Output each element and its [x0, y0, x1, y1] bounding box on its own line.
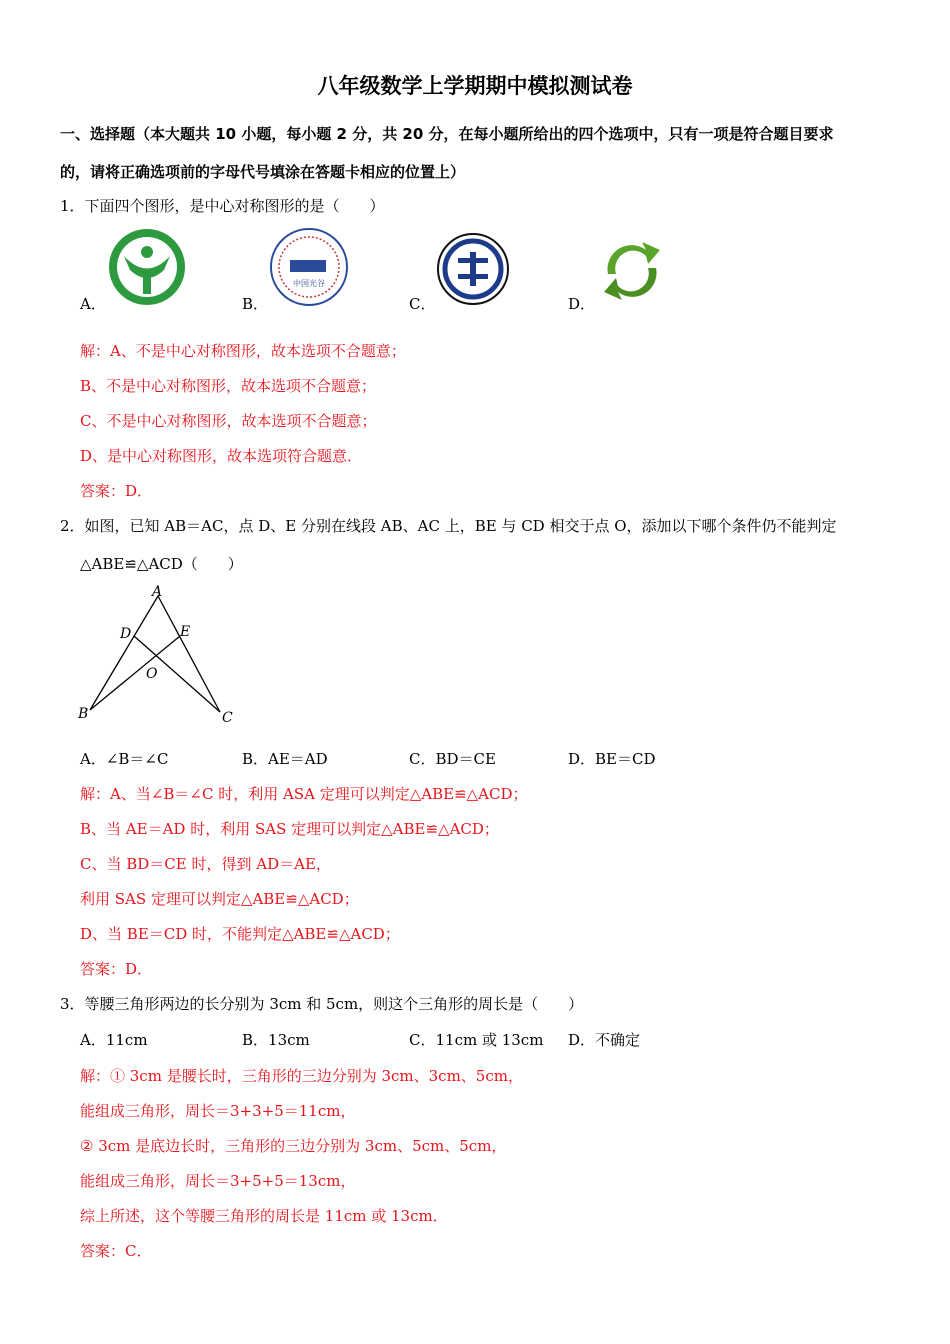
q2-solution-line: 解：A、当∠B＝∠C 时，利用 ASA 定理可以判定△ABE≌△ACD；	[80, 785, 528, 803]
q2-solution-line: 利用 SAS 定理可以判定△ABE≌△ACD；	[80, 890, 359, 908]
q1-stem: 1．下面四个图形，是中心对称图形的是（ ）	[60, 197, 385, 215]
q1-option-b: B．	[242, 295, 269, 313]
q2-option-d: D．BE＝CD	[568, 750, 656, 768]
q3-option-a: A．11cm	[80, 1031, 148, 1049]
q2-solution-line: D、当 BE＝CD 时，不能判定△ABE≌△ACD；	[80, 925, 400, 943]
q1-option-a-logo	[106, 226, 188, 308]
q1-solution-line: D、是中心对称图形，故本选项符合题意．	[80, 447, 363, 465]
q1-option-a: A．	[80, 295, 106, 313]
q2-solution-line: B、当 AE＝AD 时，利用 SAS 定理可以判定△ABE≌△ACD；	[80, 820, 499, 838]
q1-answer: 答案：D．	[80, 482, 153, 500]
q2-option-c: C．BD＝CE	[409, 750, 496, 768]
page-title: 八年级数学上学期期中模拟测试卷	[317, 74, 633, 98]
q2-option-a: A．∠B＝∠C	[80, 750, 169, 768]
q2-label-d: D	[120, 626, 132, 642]
q1-option-d: D．	[568, 295, 596, 313]
q1-option-b-logo	[268, 226, 350, 308]
q3-solution-line: 综上所述，这个等腰三角形的周长是 11cm 或 13cm．	[80, 1207, 448, 1225]
q2-label-a: A	[152, 584, 163, 600]
q1-option-d-logo	[596, 236, 668, 306]
q3-option-d: D．不确定	[568, 1031, 641, 1049]
q2-label-e: E	[180, 624, 191, 640]
q1-option-c: C．	[409, 295, 436, 313]
q2-answer: 答案：D．	[80, 960, 153, 978]
section-heading-line2: 的，请将正确选项前的字母代号填涂在答题卡相应的位置上）	[60, 163, 466, 181]
q3-option-c: C．11cm 或 13cm	[409, 1031, 544, 1049]
q3-solution-line: ② 3cm 是底边长时，三角形的三边分别为 3cm、5cm、5cm，	[80, 1137, 507, 1155]
q3-solution-line: 能组成三角形，周长＝3+3+5＝11cm，	[80, 1102, 356, 1120]
q3-solution-line: 能组成三角形，周长＝3+5+5＝13cm，	[80, 1172, 356, 1190]
q2-option-b: B．AE＝AD	[242, 750, 328, 768]
q2-triangle-figure	[72, 582, 242, 727]
q1-solution-line: C、不是中心对称图形，故本选项不合题意；	[80, 412, 377, 430]
q2-label-b: B	[78, 706, 89, 722]
section-heading-line1: 一、选择题（本大题共 10 小题，每小题 2 分，共 20 分，在每小题所给出的四个选项中，只有一项是符合题目要求	[60, 125, 834, 143]
q3-answer: 答案：C．	[80, 1242, 152, 1260]
q2-stem-line1: 2．如图，已知 AB＝AC，点 D、E 分别在线段 AB、AC 上，BE 与 CD 相交于点 O，添加以下哪个条件仍不能判定	[60, 517, 837, 535]
q2-label-o: O	[146, 666, 158, 682]
q2-stem-line2: △ABE≌△ACD（ ）	[80, 555, 243, 573]
q3-solution-line: 解：① 3cm 是腰长时，三角形的三边分别为 3cm、3cm、5cm，	[80, 1067, 523, 1085]
q3-option-b: B．13cm	[242, 1031, 310, 1049]
q2-label-c: C	[222, 710, 233, 726]
q1-solution-line: B、不是中心对称图形，故本选项不合题意；	[80, 377, 377, 395]
q2-solution-line: C、当 BD＝CE 时，得到 AD＝AE，	[80, 855, 331, 873]
q3-stem: 3．等腰三角形两边的长分别为 3cm 和 5cm，则这个三角形的周长是（ ）	[60, 995, 584, 1013]
q1-solution-line: 解：A、不是中心对称图形，故本选项不合题意；	[80, 342, 406, 360]
q1-option-c-logo	[436, 232, 510, 306]
q1-option-b-logo-text: 中国光谷	[293, 279, 325, 288]
